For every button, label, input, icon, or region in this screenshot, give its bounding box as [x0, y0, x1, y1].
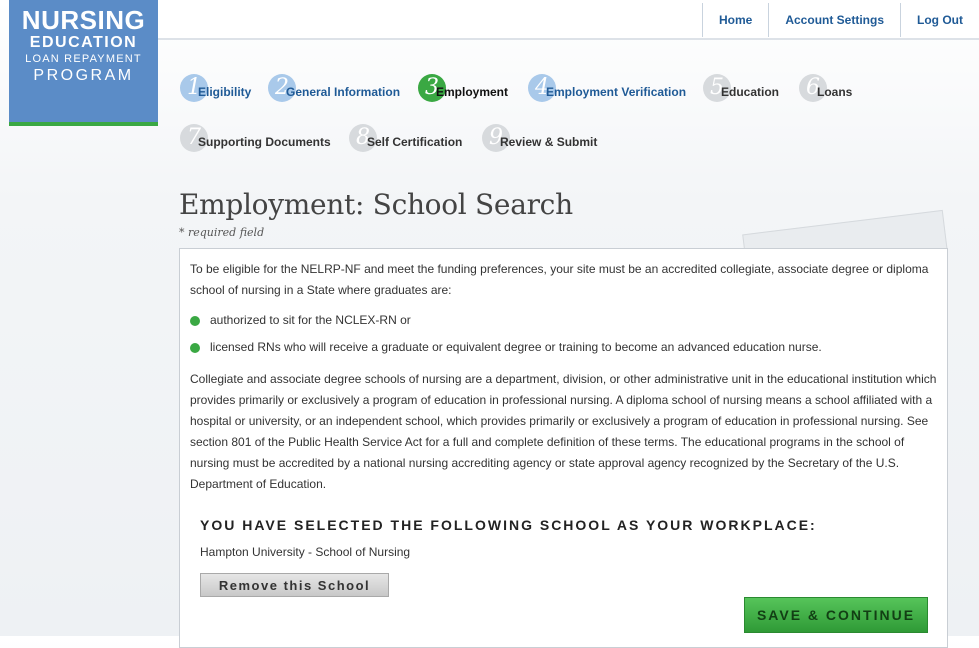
- logo-line-program: PROGRAM: [33, 67, 134, 84]
- step-eligibility[interactable]: [180, 72, 251, 102]
- step-label: Education: [721, 85, 780, 99]
- eligibility-bullets: [190, 307, 937, 361]
- bullet-text: licensed RNs who will receive a graduate or equivalent degree or training to become an advanced education nurse.: [210, 340, 822, 354]
- step-number-4: 4: [528, 74, 556, 102]
- step-label: Review & Submit: [500, 135, 598, 149]
- step-number-8: 8: [349, 124, 377, 152]
- school-definition: Collegiate and associate degree schools of nursing are a department, division, or other administrative unit in the educational institution which provides primarily or exclusively a program of education in professional nursing. A diploma school of nursing means a school affiliated with a hospital or university, or an independent school, which provides primarily or exclusively a program of education in professional nursing. See section 801 of the Public Health Service Act for a full and complete definition of these terms. The educational programs in the school of nursing must be accredited by a national nursing accrediting agency or state approval agency recognized by the Secretary of the U.S. Department of Education.: [190, 372, 937, 491]
- list-item: [190, 334, 937, 361]
- content-panel: [179, 248, 948, 648]
- remove-school-button[interactable]: Remove this School: [200, 573, 389, 597]
- step-number-1: 1: [180, 74, 208, 102]
- step-number-3: 3: [418, 74, 446, 102]
- step-label: Eligibility: [198, 85, 252, 99]
- green-bullet-icon: [190, 343, 200, 353]
- home-link[interactable]: Home: [702, 3, 768, 37]
- top-nav: [702, 3, 979, 37]
- step-label: General Information: [286, 85, 401, 99]
- step-employment-verification[interactable]: [528, 72, 686, 102]
- selected-school-name: Hampton University - School of Nursing: [200, 545, 411, 559]
- step-label: Employment: [436, 85, 509, 99]
- account-settings-link[interactable]: Account Settings: [768, 3, 900, 37]
- step-loans[interactable]: [799, 72, 852, 102]
- list-item: [190, 307, 937, 334]
- bullet-text: authorized to sit for the NCLEX-RN or: [210, 313, 411, 327]
- page-title: Employment: School Search: [179, 188, 573, 221]
- top-bar: [158, 0, 979, 40]
- step-label: Supporting Documents: [198, 135, 331, 149]
- logout-link[interactable]: Log Out: [900, 3, 979, 37]
- logo-line-education: EDUCATION: [29, 34, 138, 51]
- save-continue-button[interactable]: SAVE & CONTINUE: [744, 597, 928, 633]
- step-review-submit[interactable]: [482, 122, 597, 152]
- green-bullet-icon: [190, 316, 200, 326]
- eligibility-intro: To be eligible for the NELRP-NF and meet the funding preferences, your site must be an accredited collegiate, associate degree or diploma school of nursing in a State where graduates are:: [190, 262, 929, 297]
- logo-line-nursing: NURSING: [21, 5, 146, 35]
- step-number-6: 6: [799, 74, 827, 102]
- required-field-note: * required field: [179, 226, 265, 239]
- step-number-2: 2: [268, 74, 296, 102]
- step-label: Self Certification: [367, 135, 463, 149]
- step-label: Loans: [817, 85, 853, 99]
- step-number-5: 5: [703, 74, 731, 102]
- step-employment[interactable]: [418, 72, 508, 102]
- step-self-certification[interactable]: [349, 122, 462, 152]
- step-number-9: 9: [482, 124, 510, 152]
- step-general-information[interactable]: [268, 72, 400, 102]
- selected-school-heading: YOU HAVE SELECTED THE FOLLOWING SCHOOL AS YOUR WORKPLACE:: [200, 517, 817, 533]
- logo-line-loan-repayment: LOAN REPAYMENT: [25, 53, 142, 65]
- step-education[interactable]: [703, 72, 779, 102]
- step-label: Employment Verification: [546, 85, 687, 99]
- step-supporting-documents[interactable]: [180, 122, 331, 152]
- program-logo[interactable]: [9, 0, 158, 126]
- step-number-7: 7: [180, 124, 208, 152]
